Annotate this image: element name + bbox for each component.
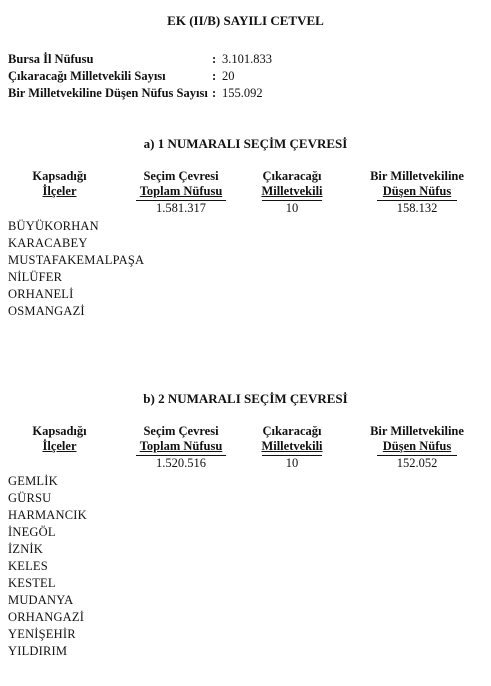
value-deputies: 10 [262, 200, 322, 215]
district-item: İNEGÖL [8, 525, 56, 539]
header-districts [8, 169, 111, 199]
header-line: Bir Milletvekiline [370, 169, 464, 183]
summary-label-deputy-count: Çıkaracağı Milletvekili Sayısı [8, 69, 166, 83]
value-total-population: 1.581.317 [136, 200, 226, 215]
header-districts [8, 424, 111, 454]
header-line: Düşen Nüfus [382, 184, 452, 198]
district-item: BÜYÜKORHAN [8, 219, 99, 233]
district-item: HARMANCIK [8, 508, 87, 522]
district-item: YILDIRIM [8, 644, 68, 658]
district-item: İZNİK [8, 542, 44, 556]
header-line: Kapsadığı [32, 169, 87, 183]
summary-colon: : [212, 86, 217, 100]
summary-label-province-population: Bursa İl Nüfusu [8, 52, 94, 66]
header-line: Toplam Nüfusu [139, 439, 223, 453]
summary-label-population-per-deputy: Bir Milletvekiline Düşen Nüfus Sayısı [8, 86, 208, 100]
district-item: YENİŞEHİR [8, 627, 76, 641]
header-population-per-deputy [356, 169, 478, 199]
district-item: ORHANGAZİ [8, 610, 85, 624]
header-line: Seçim Çevresi [143, 424, 219, 438]
header-population-per-deputy [356, 424, 478, 454]
header-line: İlçeler [42, 184, 77, 198]
district-item: ORHANELİ [8, 287, 74, 301]
summary-value-population-per-deputy: 155.092 [222, 86, 263, 100]
summary-value-deputy-count: 20 [222, 69, 235, 83]
district-item: GÜRSU [8, 491, 52, 505]
document-title: EK (II/B) SAYILI CETVEL [167, 13, 324, 28]
district-item: OSMANGAZİ [8, 304, 85, 318]
section-title: b) 2 NUMARALI SEÇİM ÇEVRESİ [143, 391, 348, 406]
value-population-per-deputy: 158.132 [377, 200, 457, 215]
value-total-population: 1.520.516 [136, 455, 226, 470]
district-item: KELES [8, 559, 48, 573]
header-line: Düşen Nüfus [382, 439, 452, 453]
header-total-population [126, 169, 236, 199]
header-deputies [250, 424, 334, 454]
section-title: a) 1 NUMARALI SEÇİM ÇEVRESİ [143, 136, 348, 151]
district-item: GEMLİK [8, 474, 58, 488]
header-line: Bir Milletvekiline [370, 424, 464, 438]
header-line: Çıkaracağı [262, 424, 322, 438]
header-line: Seçim Çevresi [143, 169, 219, 183]
header-total-population [126, 424, 236, 454]
header-line: Milletvekili [261, 184, 323, 198]
header-line: Toplam Nüfusu [139, 184, 223, 198]
header-line: Çıkaracağı [262, 169, 322, 183]
header-line: Milletvekili [261, 439, 323, 453]
header-line: Kapsadığı [32, 424, 87, 438]
district-item: MUDANYA [8, 593, 74, 607]
district-item: KESTEL [8, 576, 56, 590]
summary-colon: : [212, 69, 217, 83]
district-item: MUSTAFAKEMALPAŞA [8, 253, 145, 267]
summary-colon: : [212, 52, 217, 66]
header-line: İlçeler [42, 439, 77, 453]
summary-value-province-population: 3.101.833 [222, 52, 272, 66]
value-population-per-deputy: 152.052 [377, 455, 457, 470]
value-deputies: 10 [262, 455, 322, 470]
district-item: NİLÜFER [8, 270, 63, 284]
district-item: KARACABEY [8, 236, 88, 250]
header-deputies [250, 169, 334, 199]
